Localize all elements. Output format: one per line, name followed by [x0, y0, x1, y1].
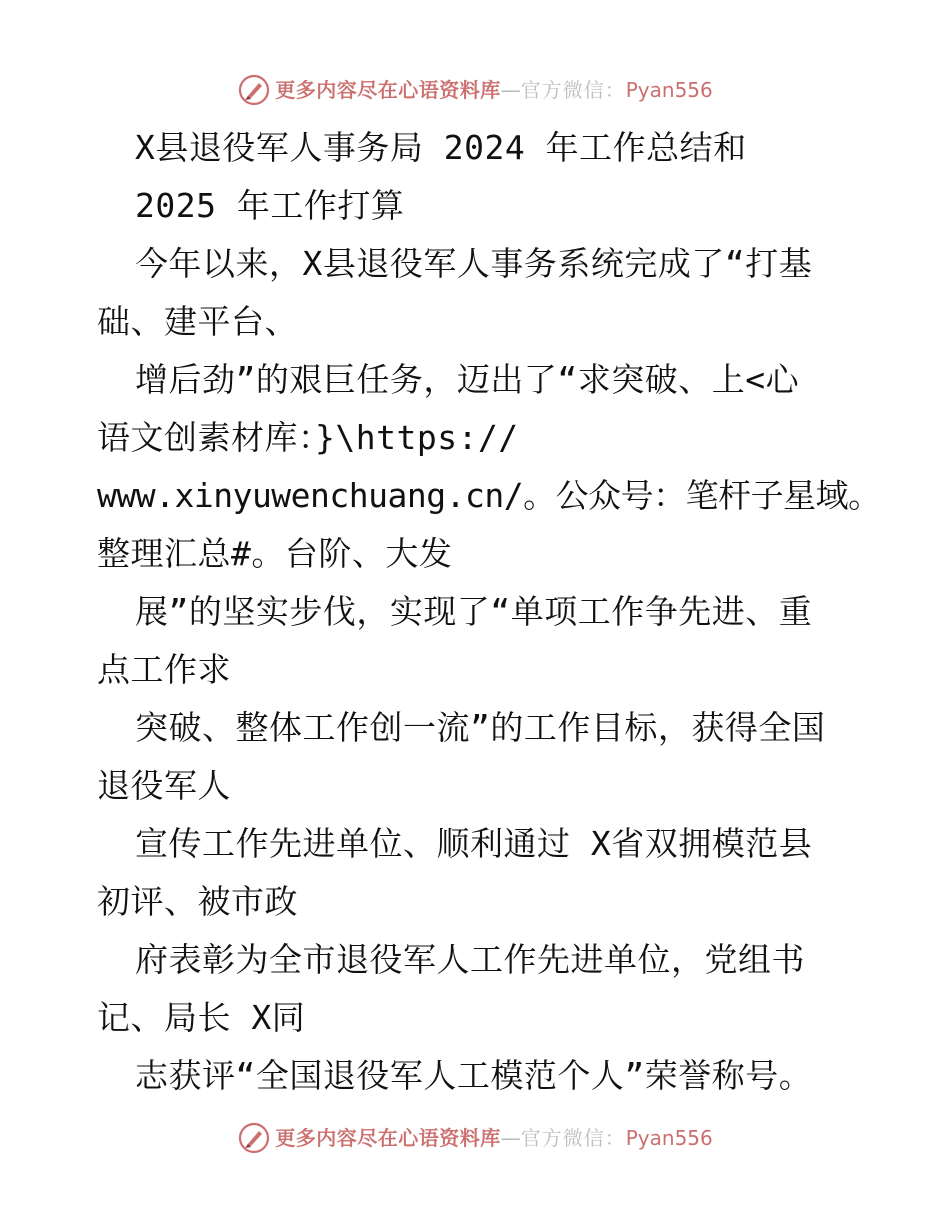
body-line-url: www.xinyuwenchuang.cn/。公众号：笔杆子星域。 [97, 476, 881, 515]
footer-watermark-banner [0, 1118, 950, 1158]
body-line: 志获评“全国退役军人工模范个人”荣誉称号。 [135, 1056, 813, 1095]
banner-wechat-id: Pyan556 [625, 78, 713, 102]
banner-separator: — [500, 78, 521, 102]
body-line: 初评、被市政 [97, 882, 298, 921]
body-line: 语文创素材库：}\https:// [97, 418, 519, 457]
banner-main-text: 更多内容尽在心语资料库 [275, 78, 501, 102]
body-line: 突破、整体工作创一流”的工作目标，获得全国 [135, 708, 826, 747]
document-body [97, 124, 881, 1110]
body-line: 府表彰为全市退役军人工作先进单位，党组书 [135, 940, 805, 979]
title-line-1: X县退役军人事务局 2024 年工作总结和 [135, 128, 747, 167]
title-line-2: 2025 年工作打算 [135, 186, 405, 225]
body-line: 退役军人 [97, 766, 231, 805]
banner-main-text: 更多内容尽在心语资料库 [275, 1126, 501, 1150]
header-watermark-banner [0, 70, 950, 110]
banner-wechat-label: 官方微信： [520, 1126, 626, 1150]
body-line: 增后劲”的艰巨任务，迈出了“求突破、上<心 [135, 360, 800, 399]
banner-wechat-id: Pyan556 [625, 1126, 713, 1150]
body-line: 点工作求 [97, 650, 231, 689]
body-line: 础、建平台、 [97, 302, 298, 341]
body-line: 展”的坚实步伐，实现了“单项工作争先进、重 [135, 592, 813, 631]
body-line: 记、局长 X同 [97, 998, 306, 1037]
body-line: 今年以来，X县退役军人事务系统完成了“打基 [135, 244, 813, 283]
body-line: 宣传工作先进单位、顺利通过 X省双拥模范县 [135, 824, 813, 863]
body-line: 整理汇总#。台阶、大发 [97, 534, 453, 573]
pen-nib-logo-icon [237, 1121, 271, 1155]
banner-wechat-label: 官方微信： [520, 78, 626, 102]
banner-separator: — [500, 1126, 521, 1150]
pen-nib-logo-icon [237, 73, 271, 107]
